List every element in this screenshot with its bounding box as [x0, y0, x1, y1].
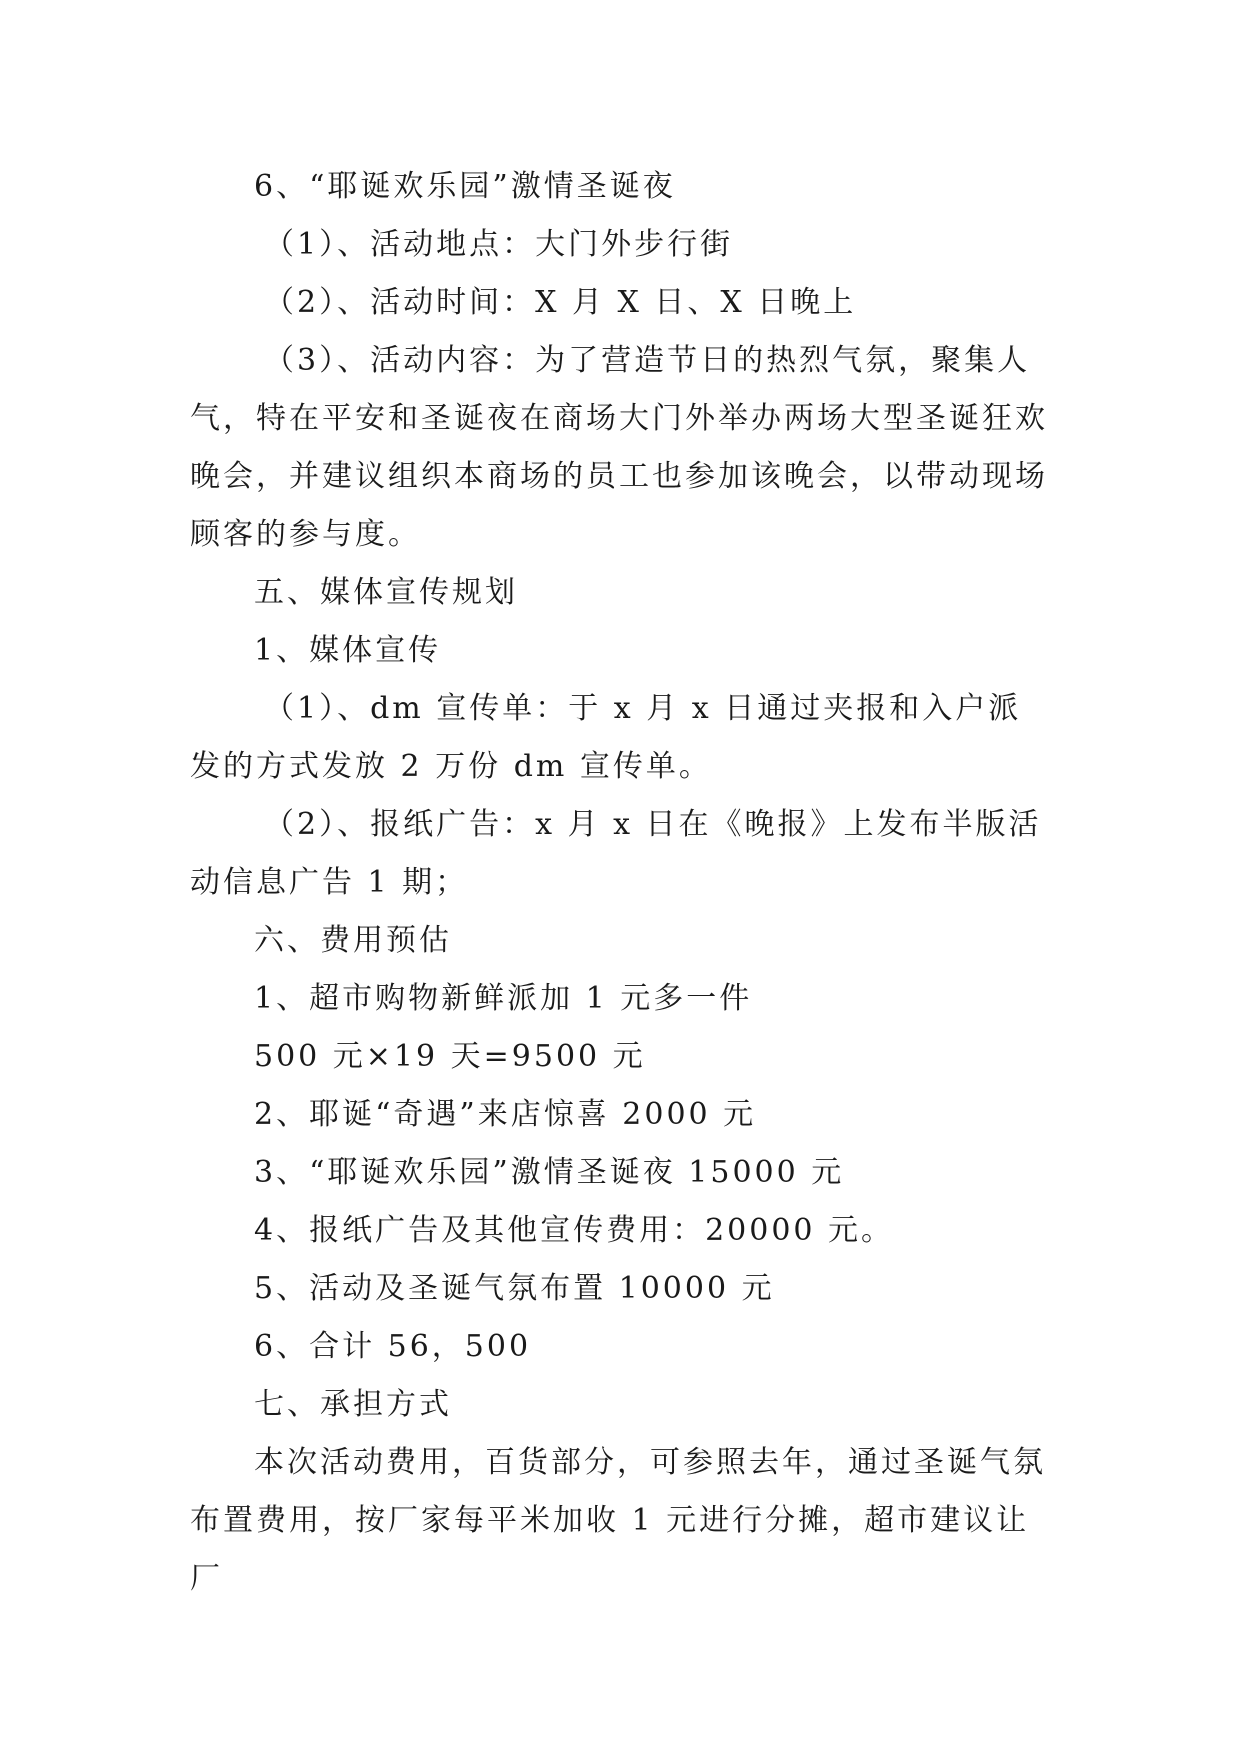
document-body: [190, 158, 1050, 1608]
paragraph-activity-time: （2）、活动时间：X 月 X 日、X 日晚上: [264, 285, 857, 320]
cost-total: 6、合计 56，500: [254, 1329, 532, 1364]
paragraph-cost-bearing: 本次活动费用，百货部分，可参照去年，通过圣诞气氛布置费用，按厂家每平米加收 1 元进行分摊，超市建议让厂: [190, 1445, 1046, 1596]
cost-item-3: 3、“耶诞欢乐园”激情圣诞夜 15000 元: [254, 1155, 845, 1190]
cost-item-1: 1、超市购物新鲜派加 1 元多一件: [254, 981, 753, 1016]
paragraph-newspaper-ad: （2）、报纸广告：x 月 x 日在《晚报》上发布半版活动信息广告 1 期；: [190, 807, 1042, 900]
heading-cost-bearing: 七、承担方式: [254, 1387, 452, 1422]
paragraph-activity-location: （1）、活动地点：大门外步行街: [264, 227, 734, 262]
heading-cost-estimate: 六、费用预估: [254, 923, 452, 958]
cost-item-5: 5、活动及圣诞气氛布置 10000 元: [254, 1271, 775, 1306]
paragraph-media-promotion: 1、媒体宣传: [254, 633, 442, 668]
cost-item-1-calc: 500 元×19 天=9500 元: [254, 1039, 646, 1074]
paragraph-dm-flyer: （1）、dm 宣传单：于 x 月 x 日通过夹报和入户派发的方式发放 2 万份 dm 宣传单。: [190, 691, 1022, 784]
cost-item-2: 2、耶诞“奇遇”来店惊喜 2000 元: [254, 1097, 757, 1132]
cost-item-4: 4、报纸广告及其他宣传费用：20000 元。: [254, 1213, 895, 1248]
paragraph-activity-content: （3）、活动内容：为了营造节日的热烈气氛，聚集人气，特在平安和圣诞夜在商场大门外举办两场大型圣诞狂欢晚会，并建议组织本商场的员工也参加该晚会，以带动现场顾客的参与度。: [190, 343, 1048, 552]
heading-media-plan: 五、媒体宣传规划: [254, 575, 518, 610]
paragraph-section-6-title: 6、“耶诞欢乐园”激情圣诞夜: [254, 169, 676, 204]
